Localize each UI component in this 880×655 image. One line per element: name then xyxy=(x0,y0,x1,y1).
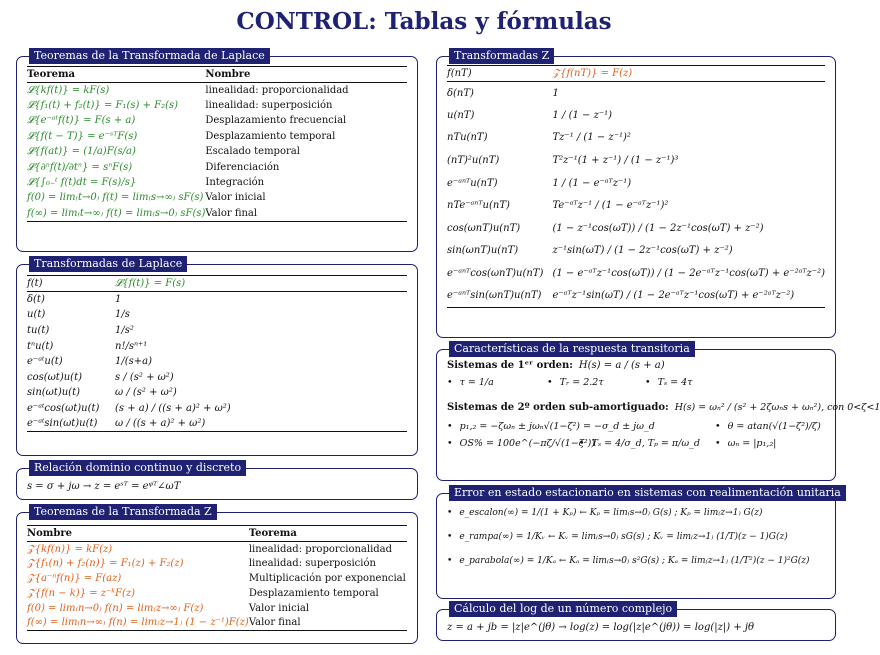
table-cell: e⁻ᵃᵀz⁻¹sin(ωT) / (1 − 2e⁻ᵃᵀz⁻¹cos(ωT) + e⁻²ᵃᵀz⁻²) xyxy=(552,290,795,302)
table-cell: linealidad: proporcionalidad xyxy=(248,543,393,555)
first-order-tf: H(s) = a / (s + a) xyxy=(578,360,665,371)
table-cell: linealidad: proporcionalidad xyxy=(205,84,349,96)
table-row xyxy=(27,369,407,385)
list-item: • e_rampa(∞) = 1/Kᵥ ← Kᵥ = lim₍s→0₎ sG(s) ; Kᵥ = lim₍z→1₎ (1/T)(z − 1)G(z) xyxy=(447,532,825,542)
table-row xyxy=(27,401,407,417)
table-cell: Valor final xyxy=(248,617,301,629)
table-cell: T²z⁻¹(1 + z⁻¹) / (1 − z⁻¹)³ xyxy=(552,155,679,167)
table-cell: 𝓛{f(at)} = (1/a)F(s/a) xyxy=(27,146,136,158)
table-cell: Multiplicación por exponencial xyxy=(248,572,406,584)
table-cell: (1 − e⁻ᵃᵀz⁻¹cos(ωT)) / (1 − 2e⁻ᵃᵀz⁻¹cos(ωT) + e⁻²ᵃᵀz⁻²) xyxy=(552,268,825,280)
relation-formula: s = σ + jω → z = eˢᵀ = eᵠᵀ∠ωT xyxy=(27,481,181,492)
table-cell: 𝓛{∫₀₋ᵗ f(t)dt = F(s)/s} xyxy=(27,177,137,189)
second-order-tf: H(s) = ωₙ² / (s² + 2ζωₙs + ωₙ²), con 0<ζ<1 xyxy=(674,402,880,413)
table-cell: f(∞) = lim₍n→∞₎ f(n) = lim₍z→1₎ (1 − z⁻¹)F(z) xyxy=(27,617,249,629)
table-row xyxy=(27,144,407,159)
table-row xyxy=(447,217,825,240)
table-cell: nTe⁻ᵃⁿᵀu(nT) xyxy=(447,200,510,212)
table-cell: nTu(nT) xyxy=(447,132,488,144)
z-transforms-table xyxy=(447,65,825,308)
table-row xyxy=(27,385,407,401)
column-header: 𝒵{f(nT)} = F(z) xyxy=(552,66,825,82)
table-cell: 𝒵{kf(n)} = kF(z) xyxy=(27,543,113,555)
second-order-row xyxy=(447,402,880,413)
table-row xyxy=(27,129,407,144)
list-item: • τ = 1/a xyxy=(447,377,547,388)
list-item: • e_escalon(∞) = 1/(1 + Kₚ) ← Kₚ = lim₍s→0₎ G(s) ; Kₚ = lim₍z→1₎ G(z) xyxy=(447,508,825,518)
table-cell: u(nT) xyxy=(447,109,475,121)
z-theorems-table xyxy=(27,525,407,631)
table-row xyxy=(447,240,825,263)
table-row xyxy=(27,307,407,323)
table-cell: 𝓛{f(t − T)} = e⁻ˢᵀF(s) xyxy=(27,130,138,142)
table-cell: Desplazamiento temporal xyxy=(248,587,379,599)
table-cell: Valor inicial xyxy=(205,192,266,204)
table-row xyxy=(447,82,825,105)
table-row xyxy=(447,172,825,195)
table-cell: s / (s² + ω²) xyxy=(115,371,174,383)
laplace-theorems-title: Teoremas de la Transformada de Laplace xyxy=(29,48,270,64)
table-cell: Desplazamiento frecuencial xyxy=(205,115,347,127)
table-row xyxy=(27,586,407,601)
table-cell: Tz⁻¹ / (1 − z⁻¹)² xyxy=(552,132,631,144)
table-cell: e⁻ᵃᵗcos(ωt)u(t) xyxy=(27,402,100,414)
table-row xyxy=(27,292,407,308)
table-row xyxy=(447,127,825,150)
table-row xyxy=(27,98,407,113)
table-cell: δ(t) xyxy=(27,294,45,306)
table-row xyxy=(27,416,407,432)
table-row xyxy=(447,149,825,172)
table-cell: Desplazamiento temporal xyxy=(205,130,336,142)
table-cell: z⁻¹sin(ωT) / (1 − 2z⁻¹cos(ωT) + z⁻²) xyxy=(552,245,733,257)
second-order-items-1 xyxy=(447,421,825,432)
table-cell: Escalado temporal xyxy=(205,146,300,158)
steady-state-box xyxy=(436,486,841,599)
table-cell: Te⁻ᵃᵀz⁻¹ / (1 − e⁻ᵃᵀz⁻¹)² xyxy=(552,200,669,212)
column-header: Nombre xyxy=(205,67,407,83)
laplace-transforms-table xyxy=(27,275,407,432)
table-cell: 𝒵{f(n − k)} = z⁻ᵏF(z) xyxy=(27,587,136,599)
column-header: f(nT) xyxy=(447,66,552,82)
table-cell: 𝓛{∂ⁿf(t)/∂tⁿ} = sⁿF(s) xyxy=(27,161,133,173)
table-cell: 𝒵{a⁻ⁿf(n)} = F(az) xyxy=(27,572,122,584)
table-cell: Integración xyxy=(205,177,265,189)
relation-title: Relación dominio continuo y discreto xyxy=(29,460,246,476)
table-row xyxy=(447,194,825,217)
column-header: Teorema xyxy=(27,67,205,83)
table-cell: cos(ωt)u(t) xyxy=(27,371,82,383)
table-cell: tu(t) xyxy=(27,324,50,336)
second-order-items-2 xyxy=(447,438,825,449)
table-cell: 1 / (1 − e⁻ᵃᵀz⁻¹) xyxy=(552,177,632,189)
list-item: • e_parabola(∞) = 1/Kₐ ← Kₐ = lim₍s→0₎ s²G(s) ; Kₐ = lim₍z→1₎ (1/T²)(z − 1)²G(z) xyxy=(447,556,825,566)
table-cell: f(∞) = lim₍t→∞₎ f(t) = lim₍s→0₎ sF(s) xyxy=(27,207,206,219)
table-row xyxy=(447,285,825,308)
table-cell: e⁻ᵃⁿᵀsin(ωnT)u(nT) xyxy=(447,290,542,302)
list-item: • Tₛ = 4/σ_d, Tₚ = π/ω_d xyxy=(579,438,715,449)
table-cell: (nT)²u(nT) xyxy=(447,155,500,167)
table-row xyxy=(27,83,407,98)
z-theorems-box xyxy=(16,505,418,644)
table-cell: e⁻ᵃᵗsin(ωt)u(t) xyxy=(27,418,98,430)
table-row xyxy=(27,113,407,128)
table-cell: ω / ((s + a)² + ω²) xyxy=(115,418,206,430)
column-header: f(t) xyxy=(27,276,115,292)
table-cell: cos(ωnT)u(nT) xyxy=(447,222,521,234)
table-cell: n!/sⁿ⁺¹ xyxy=(115,340,148,352)
table-row xyxy=(27,190,407,205)
table-row xyxy=(27,338,407,354)
table-cell: f(0) = lim₍t→0₎ f(t) = lim₍s→∞₎ sF(s) xyxy=(27,192,204,204)
table-cell: sin(ωt)u(t) xyxy=(27,387,81,399)
list-item: • OS% = 100e^(−πζ/√(1−ζ²)) xyxy=(447,438,579,449)
table-row xyxy=(27,323,407,339)
table-cell: e⁻ᵃⁿᵀcos(ωnT)u(nT) xyxy=(447,268,544,280)
laplace-theorems-table xyxy=(27,66,407,222)
z-transforms-title: Transformadas Z xyxy=(449,48,554,64)
relation-box xyxy=(16,461,418,500)
z-theorems-title: Teoremas de la Transformada Z xyxy=(29,504,217,520)
table-cell: 1/(s+a) xyxy=(115,356,153,368)
table-row xyxy=(27,615,407,630)
table-cell: 𝓛{kf(t)} = kF(s) xyxy=(27,84,110,96)
table-cell: Diferenciación xyxy=(205,161,280,173)
table-cell: Valor inicial xyxy=(248,602,310,614)
column-header: Teorema xyxy=(249,526,407,542)
second-order-label: Sistemas de 2º orden sub-amortiguado: xyxy=(447,402,669,413)
table-cell: linealidad: superposición xyxy=(248,558,376,570)
complex-log-box xyxy=(436,602,836,641)
table-cell: 1/s² xyxy=(115,324,134,336)
z-transforms-box xyxy=(436,49,836,338)
transient-title: Características de la respuesta transitoria xyxy=(449,341,695,357)
table-row xyxy=(27,175,407,190)
list-item: • Tᵣ = 2.2τ xyxy=(547,377,645,388)
table-cell: u(t) xyxy=(27,309,46,321)
table-cell: (1 − z⁻¹cos(ωT)) / (1 − 2z⁻¹cos(ωT) + z⁻²) xyxy=(552,222,764,234)
table-row xyxy=(447,104,825,127)
table-cell: 𝒵{f₁(n) + f₂(n)} = F₁(z) + F₂(z) xyxy=(27,558,184,570)
laplace-transforms-title: Transformadas de Laplace xyxy=(29,256,187,272)
table-cell: ω / (s² + ω²) xyxy=(115,387,177,399)
page-title: CONTROL: Tablas y fórmulas xyxy=(236,8,612,35)
list-item: • θ = atan(√(1−ζ²)/ζ) xyxy=(715,421,821,432)
laplace-theorems-box xyxy=(16,49,418,252)
table-row xyxy=(27,556,407,571)
first-order-row xyxy=(447,360,825,371)
table-cell: 1 xyxy=(552,87,559,99)
table-cell: 1 / (1 − z⁻¹) xyxy=(552,109,613,121)
table-cell: linealidad: superposición xyxy=(205,100,333,112)
list-item: • Tₛ = 4τ xyxy=(645,377,692,388)
table-row xyxy=(27,159,407,174)
column-header: Nombre xyxy=(27,526,249,542)
first-order-items xyxy=(447,377,825,388)
table-row xyxy=(447,262,825,285)
table-cell: δ(nT) xyxy=(447,87,474,99)
column-header: 𝓛{f(t)} = F(s) xyxy=(115,276,407,292)
first-order-label: Sistemas de 1ᵉʳ orden: xyxy=(447,360,573,371)
table-cell: e⁻ᵃᵗu(t) xyxy=(27,356,63,368)
table-cell: 1 xyxy=(115,294,122,306)
table-cell: (s + a) / ((s + a)² + ω²) xyxy=(115,402,231,414)
table-cell: 𝓛{e⁻ᵃᵗf(t)} = F(s + a) xyxy=(27,115,136,127)
list-item: • p₁,₂ = −ζωₙ ± jωₙ√(1−ζ²) = −σ_d ± jω_d xyxy=(447,421,715,432)
complex-log-title: Cálculo del log de un número complejo xyxy=(449,601,677,617)
table-cell: sin(ωnT)u(nT) xyxy=(447,245,519,257)
table-cell: tⁿu(t) xyxy=(27,340,54,352)
steady-state-title: Error en estado estacionario en sistemas con realimentación unitaria xyxy=(449,485,846,501)
table-row xyxy=(27,601,407,616)
table-row xyxy=(27,571,407,586)
complex-log-formula: z = a + jb = |z|e^(jθ) → log(z) = log(|z|e^(jθ)) = log(|z|) + jθ xyxy=(447,622,755,633)
table-cell: 𝓛{f₁(t) + f₂(t)} = F₁(s) + F₂(s) xyxy=(27,100,179,112)
list-item: • ωₙ = |p₁,₂| xyxy=(715,438,776,449)
table-row xyxy=(27,542,407,557)
table-row xyxy=(27,206,407,221)
table-cell: 1/s xyxy=(115,309,130,321)
table-cell: Valor final xyxy=(205,207,258,219)
table-cell: f(0) = lim₍n→0₎ f(n) = lim₍z→∞₎ F(z) xyxy=(27,602,204,614)
table-cell: e⁻ᵃⁿᵀu(nT) xyxy=(447,177,498,189)
steady-state-list xyxy=(447,508,825,566)
laplace-transforms-box xyxy=(16,257,418,456)
table-row xyxy=(27,354,407,370)
transient-box xyxy=(436,342,880,481)
